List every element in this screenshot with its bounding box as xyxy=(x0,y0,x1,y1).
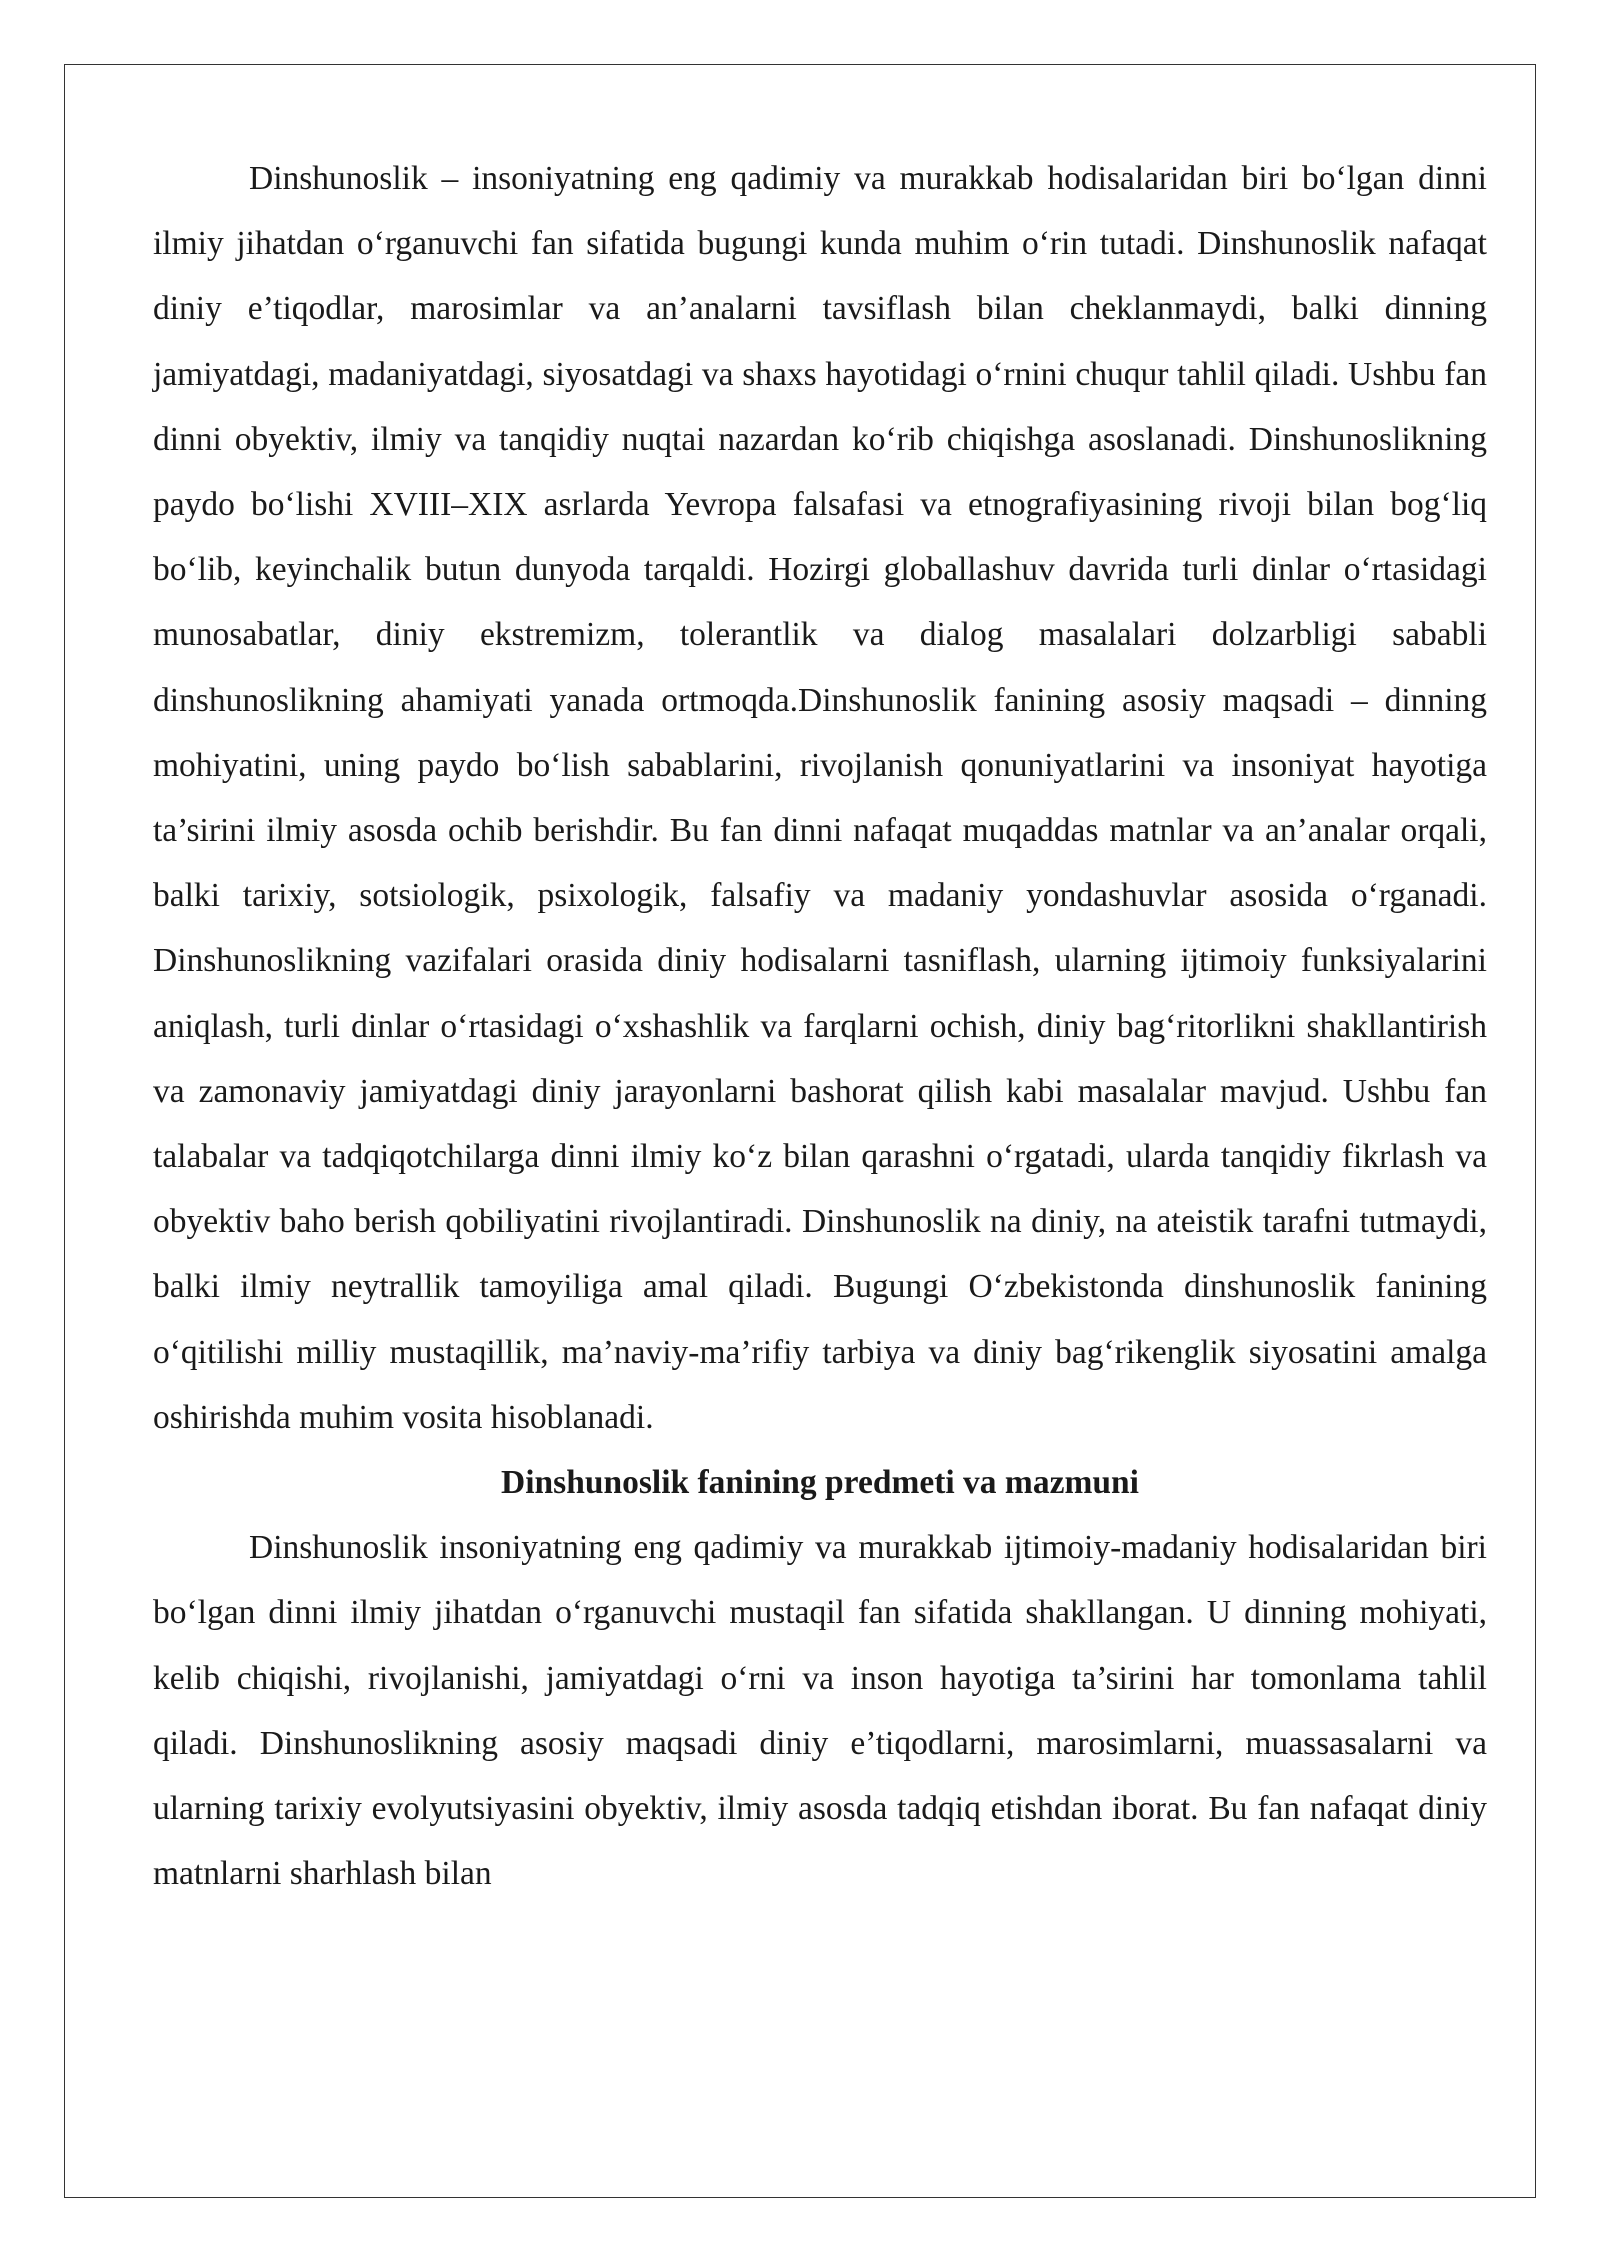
paragraph-intro: Dinshunoslik – insoniyatning eng qadimiy va murakkab hodisalaridan biri bo‘lgan dinni ilmiy jihatdan o‘rganuvchi fan sifatida bugungi kunda muhim o‘rin tutadi. Dinshunoslik nafaqat diniy e’tiqodlar, marosimlar va an’analarni tavsiflash bilan cheklanmaydi, balki dinning jamiyatdagi, madaniyatdagi, siyosatdagi va shaxs hayotidagi o‘rnini chuqur tahlil qiladi. Ushbu fan dinni obyektiv, ilmiy va tanqidiy nuqtai nazardan ko‘rib chiqishga asoslanadi. Dinshunoslikning paydo bo‘lishi XVIII–XIX asrlarda Yevropa falsafasi va etnografiyasining rivoji bilan bog‘liq bo‘lib, keyinchalik butun dunyoda tarqaldi. Hozirgi globallashuv davrida turli dinlar o‘rtasidagi munosabatlar, diniy ekstremizm, tolerantlik va dialog masalalari dolzarbligi sababli dinshunoslikning ahamiyati yanada ortmoqda.Dinshunoslik fanining asosiy maqsadi – dinning mohiyatini, uning paydo bo‘lish sabablarini, rivojlanish qonuniyatlarini va insoniyat hayotiga ta’sirini ilmiy asosda ochib berishdir. Bu fan dinni nafaqat muqaddas matnlar va an’analar orqali, balki tarixiy, sotsiologik, psixologik, falsafiy va madaniy yondashuvlar asosida o‘rganadi. Dinshunoslikning vazifalari orasida diniy hodisalarni tasniflash, ularning ijtimoiy funksiyalarini aniqlash, turli dinlar o‘rtasidagi o‘xshashlik va farqlarni ochish, diniy bag‘ritorlikni shakllantirish va zamonaviy jamiyatdagi diniy jarayonlarni bashorat qilish kabi masalalar mavjud. Ushbu fan talabalar va tadqiqotchilarga dinni ilmiy ko‘z bilan qarashni o‘rgatadi, ularda tanqidiy fikrlash va obyektiv baho berish qobiliyatini rivojlantiradi. Dinshunoslik na diniy, na ateistik tarafni tutmaydi, balki ilmiy neytrallik tamoyiliga amal qiladi. Bugungi O‘zbekistonda dinshunoslik fanining o‘qitilishi milliy mustaqillik, ma’naviy-ma’rifiy tarbiya va diniy bag‘rikenglik siyosatini amalga oshirishda muhim vosita hisoblanadi. xyxy=(153,160,1487,1436)
document-body xyxy=(153,146,1487,1906)
section-heading: Dinshunoslik fanining predmeti va mazmuni xyxy=(501,1464,1139,1502)
paragraph-subject: Dinshunoslik insoniyatning eng qadimiy va murakkab ijtimoiy-madaniy hodisalaridan biri bo‘lgan dinni ilmiy jihatdan o‘rganuvchi mustaqil fan sifatida shakllangan. U dinning mohiyati, kelib chiqishi, rivojlanishi, jamiyatdagi o‘rni va inson hayotiga ta’sirini har tomonlama tahlil qiladi. Dinshunoslikning asosiy maqsadi diniy e’tiqodlarni, marosimlarni, muassasalarni va ularning tarixiy evolyutsiyasini obyektiv, ilmiy asosda tadqiq etishdan iborat. Bu fan nafaqat diniy matnlarni sharhlash bilan xyxy=(153,1529,1487,1893)
